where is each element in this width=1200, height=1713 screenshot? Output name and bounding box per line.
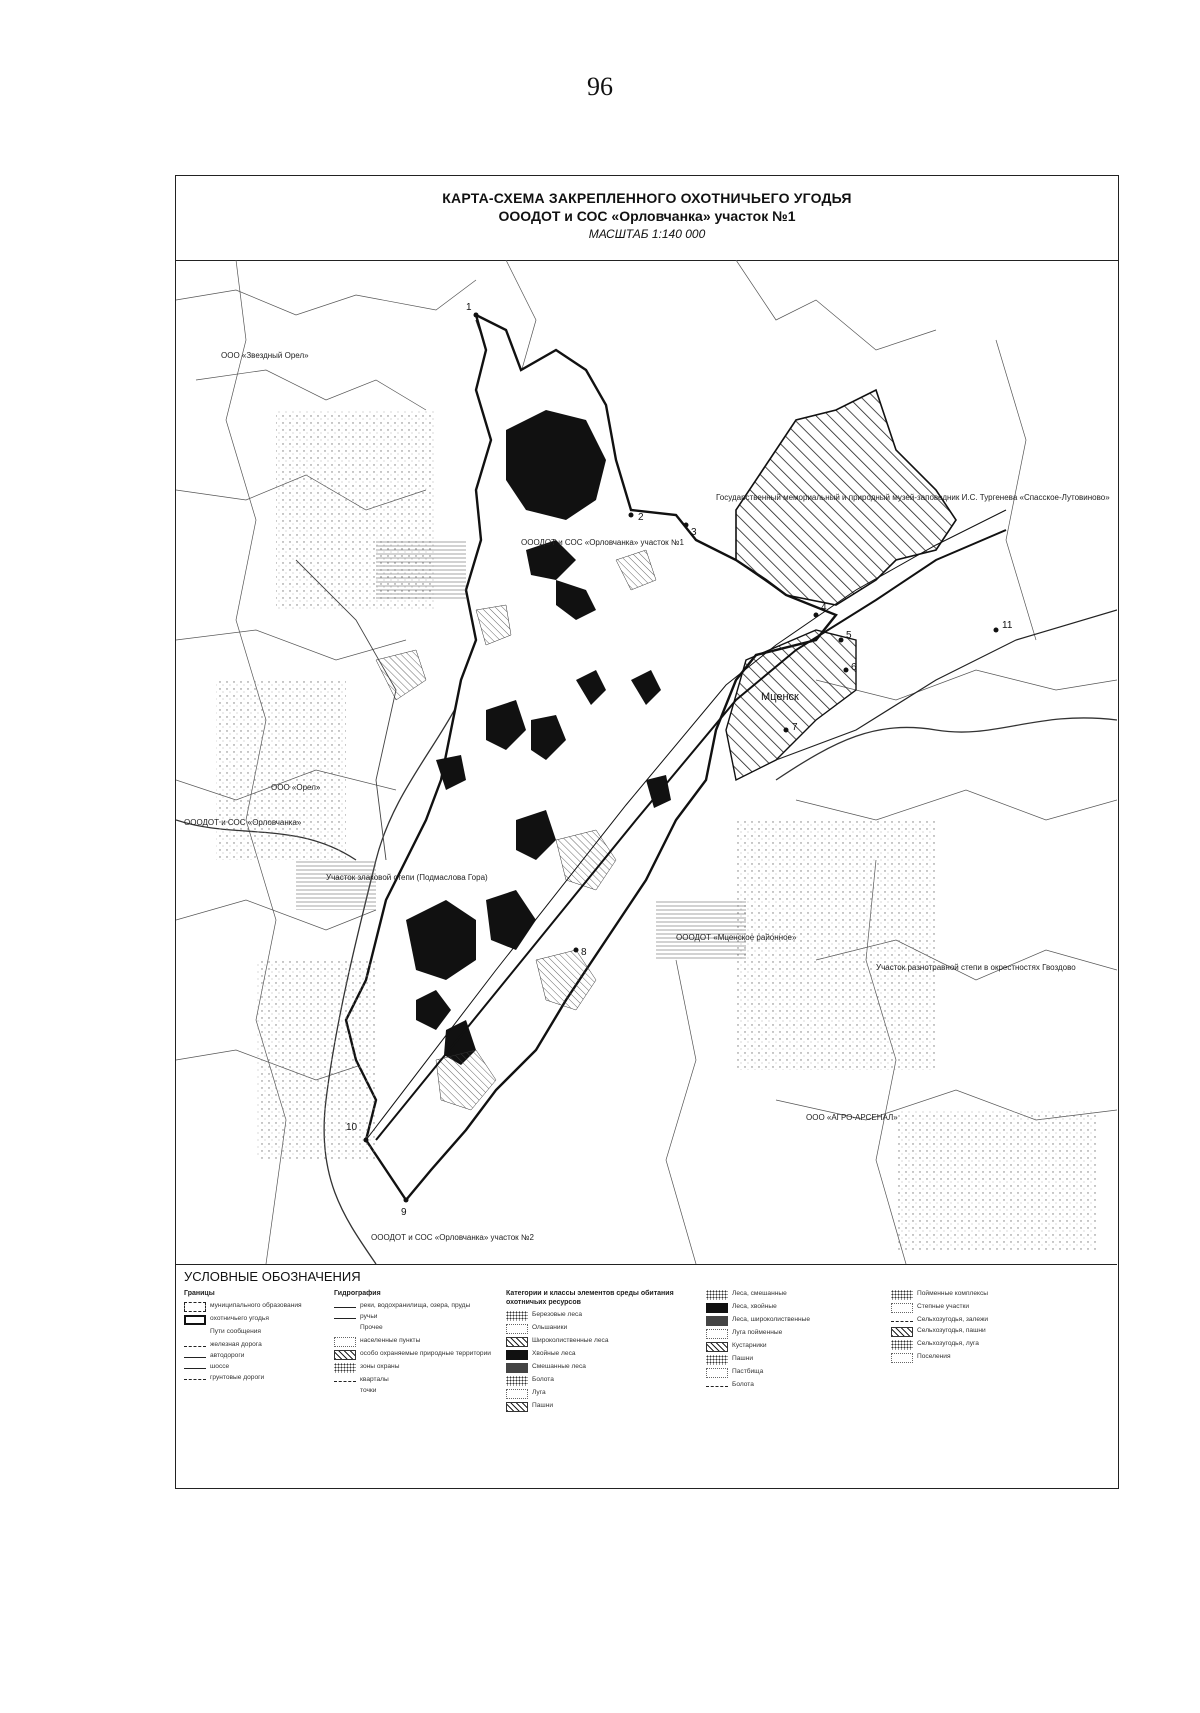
legend-title: УСЛОВНЫЕ ОБОЗНАЧЕНИЯ (184, 1269, 361, 1284)
legend-col-3: Категории и классы элементов среды обитания охотничьих ресурсов Березовые леса Ольшаники Широколиственные леса Хвойные леса Смешанные леса Болота Луга Пашни (506, 1290, 696, 1415)
point-10: 10 (346, 1122, 358, 1133)
point-1: 1 (466, 302, 472, 313)
legend-col-2-heading: Гидрография (334, 1290, 381, 1297)
legend-col-4: Леса, смешанные Леса, хвойные Леса, широколиственные Луга пойменные Кустарники Пашни Пастбища Болота (706, 1290, 881, 1392)
map-svg (176, 260, 1117, 1264)
point-3: 3 (691, 527, 697, 538)
page-number: 96 (587, 72, 613, 101)
label-steppe-right: Участок разнотравной степи в окрестностях Гвоздово (876, 963, 1076, 972)
label-turgenev-museum: Государственный мемориальный и природный музей-заповедник И.С. Тургенева «Спасское-Лутовиново» (716, 493, 1110, 502)
point-4: 4 (821, 602, 827, 613)
legend-col-1-heading: Границы (184, 1290, 215, 1297)
map-title: КАРТА-СХЕМА ЗАКРЕПЛЕННОГО ОХОТНИЧЬЕГО УГОДЬЯ (442, 190, 852, 206)
point-11: 11 (1002, 620, 1013, 631)
legend-col-3-heading: Категории и классы элементов среды обитания охотничьих ресурсов (506, 1290, 674, 1306)
point-5: 5 (846, 630, 852, 641)
map-area (176, 260, 1117, 1265)
label-oooodot-east: ОООДОТ «Мценское районное» (676, 933, 797, 942)
label-ooo-orel-north: ООО «Звездный Орел» (221, 351, 309, 360)
label-oooodot-center: ОООДОТ и СОС «Орловчанка» участок №1 (521, 538, 684, 547)
label-steppe: Участок злаковой степи (Подмаслова Гора) (326, 873, 488, 882)
legend-col-5: Пойменные комплексы Степные участки Сельхозугодья, залежи Сельхозугодья, пашни Сельхозугодья, луга Поселения (891, 1290, 1091, 1366)
label-ooo-orel-left: ООО «Орел» (271, 783, 321, 792)
point-8: 8 (581, 947, 587, 958)
map-scale: МАСШТАБ 1:140 000 (588, 227, 706, 241)
map-frame (175, 175, 1119, 1489)
point-6: 6 (851, 662, 857, 673)
label-oooodot-bottom: ОООДОТ и СОС «Орловчанка» участок №2 (371, 1233, 534, 1242)
point-7: 7 (792, 722, 798, 733)
label-mtsensk: Мценск (761, 691, 799, 703)
point-9: 9 (401, 1207, 407, 1218)
label-agro-arsenal: ООО «АГРО-АРСЕНАЛ» (806, 1113, 898, 1122)
label-oooodot-left: ОООДОТ и СОС «Орловчанка» (184, 818, 302, 827)
legend-col-1: Границы муниципального образования охотничьего угодья Пути сообщения железная дорога автодороги шоссе грунтовые дороги (184, 1290, 329, 1386)
point-2: 2 (638, 512, 644, 523)
map-subtitle: ОООДОТ и СОС «Орловчанка» участок №1 (498, 208, 796, 224)
map-legend (176, 1264, 1117, 1488)
map-title-block (176, 176, 1118, 261)
legend-col-2: Гидрография реки, водохранилища, озера, пруды ручьи Прочее населенные пункты особо охраняемые природные территории зоны охраны кварталы точки (334, 1290, 499, 1400)
